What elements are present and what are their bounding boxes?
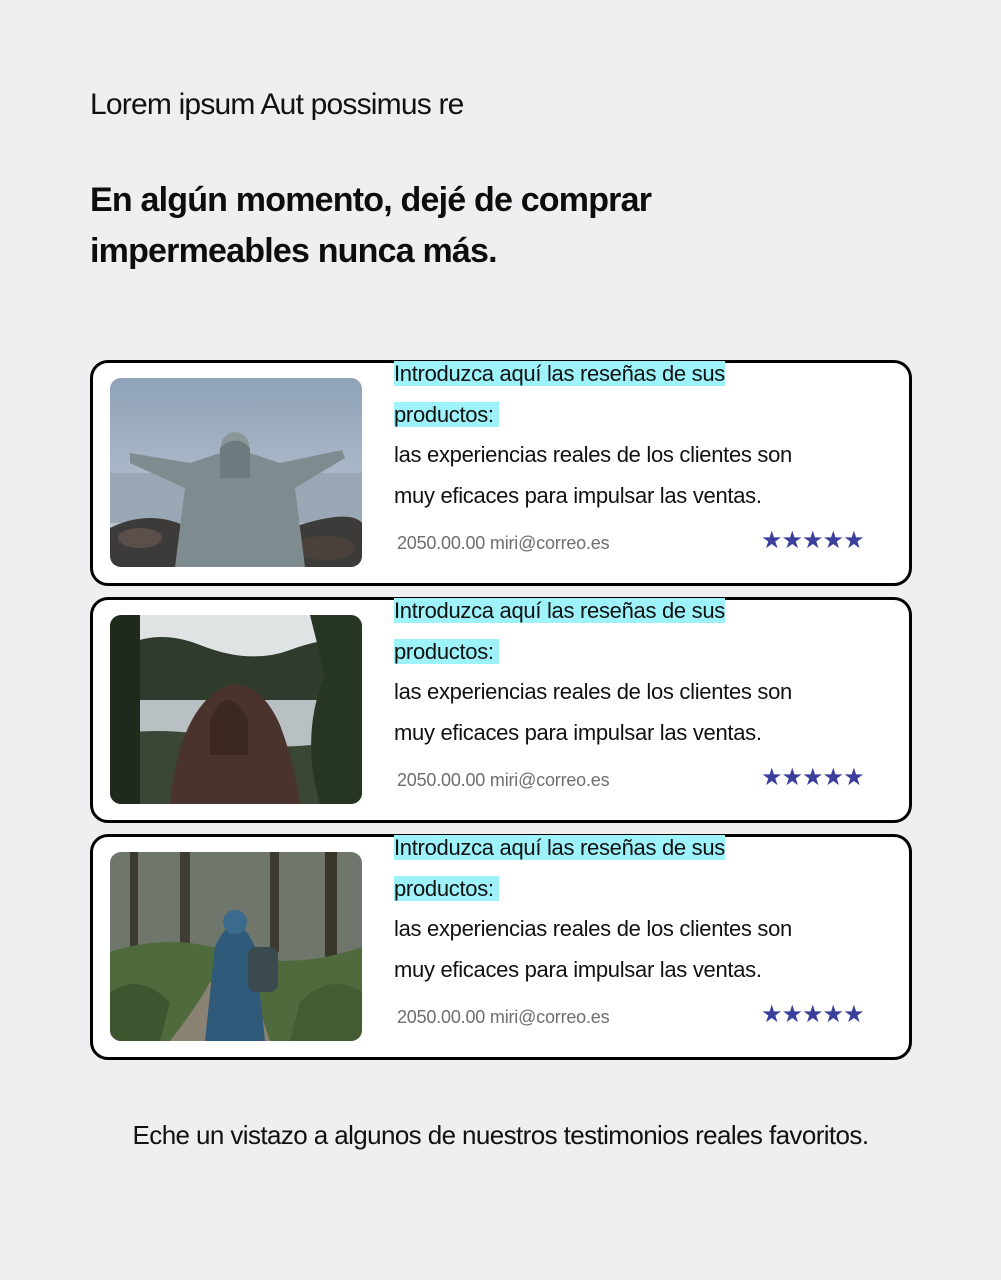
review-date: 2050.00.00	[397, 770, 486, 790]
review-email: miri@correo.es	[489, 533, 610, 553]
review-text	[394, 354, 814, 516]
review-meta	[397, 1007, 609, 1028]
review-email: miri@correo.es	[489, 770, 610, 790]
review-text	[394, 828, 814, 990]
review-list	[90, 360, 912, 1071]
review-photo	[110, 852, 362, 1041]
review-email: miri@correo.es	[489, 1007, 610, 1027]
review-meta	[397, 533, 609, 554]
review-date: 2050.00.00	[397, 1007, 486, 1027]
review-photo	[110, 615, 362, 804]
review-body: las experiencias reales de los clientes son muy eficaces para impulsar las ventas.	[394, 916, 792, 982]
review-card	[90, 834, 912, 1060]
review-text	[394, 591, 814, 753]
review-date: 2050.00.00	[397, 533, 486, 553]
star-rating: ★★★★★	[761, 527, 864, 554]
footer-text: Eche un vistazo a algunos de nuestros testimonios reales favoritos.	[132, 1120, 869, 1150]
review-highlight: Introduzca aquí las reseñas de sus productos:	[394, 598, 726, 664]
review-highlight: Introduzca aquí las reseñas de sus productos:	[394, 361, 726, 427]
page-headline: En algún momento, dejé de comprar impermeables nunca más.	[90, 181, 652, 270]
review-card	[90, 597, 912, 823]
review-meta	[397, 770, 609, 791]
eyebrow-text: Lorem ipsum Aut possimus re	[90, 88, 464, 121]
review-body: las experiencias reales de los clientes son muy eficaces para impulsar las ventas.	[394, 442, 792, 508]
review-body: las experiencias reales de los clientes son muy eficaces para impulsar las ventas.	[394, 679, 792, 745]
star-rating: ★★★★★	[761, 764, 864, 791]
star-rating: ★★★★★	[761, 1001, 864, 1028]
review-highlight: Introduzca aquí las reseñas de sus productos:	[394, 835, 726, 901]
review-photo	[110, 378, 362, 567]
review-card	[90, 360, 912, 586]
